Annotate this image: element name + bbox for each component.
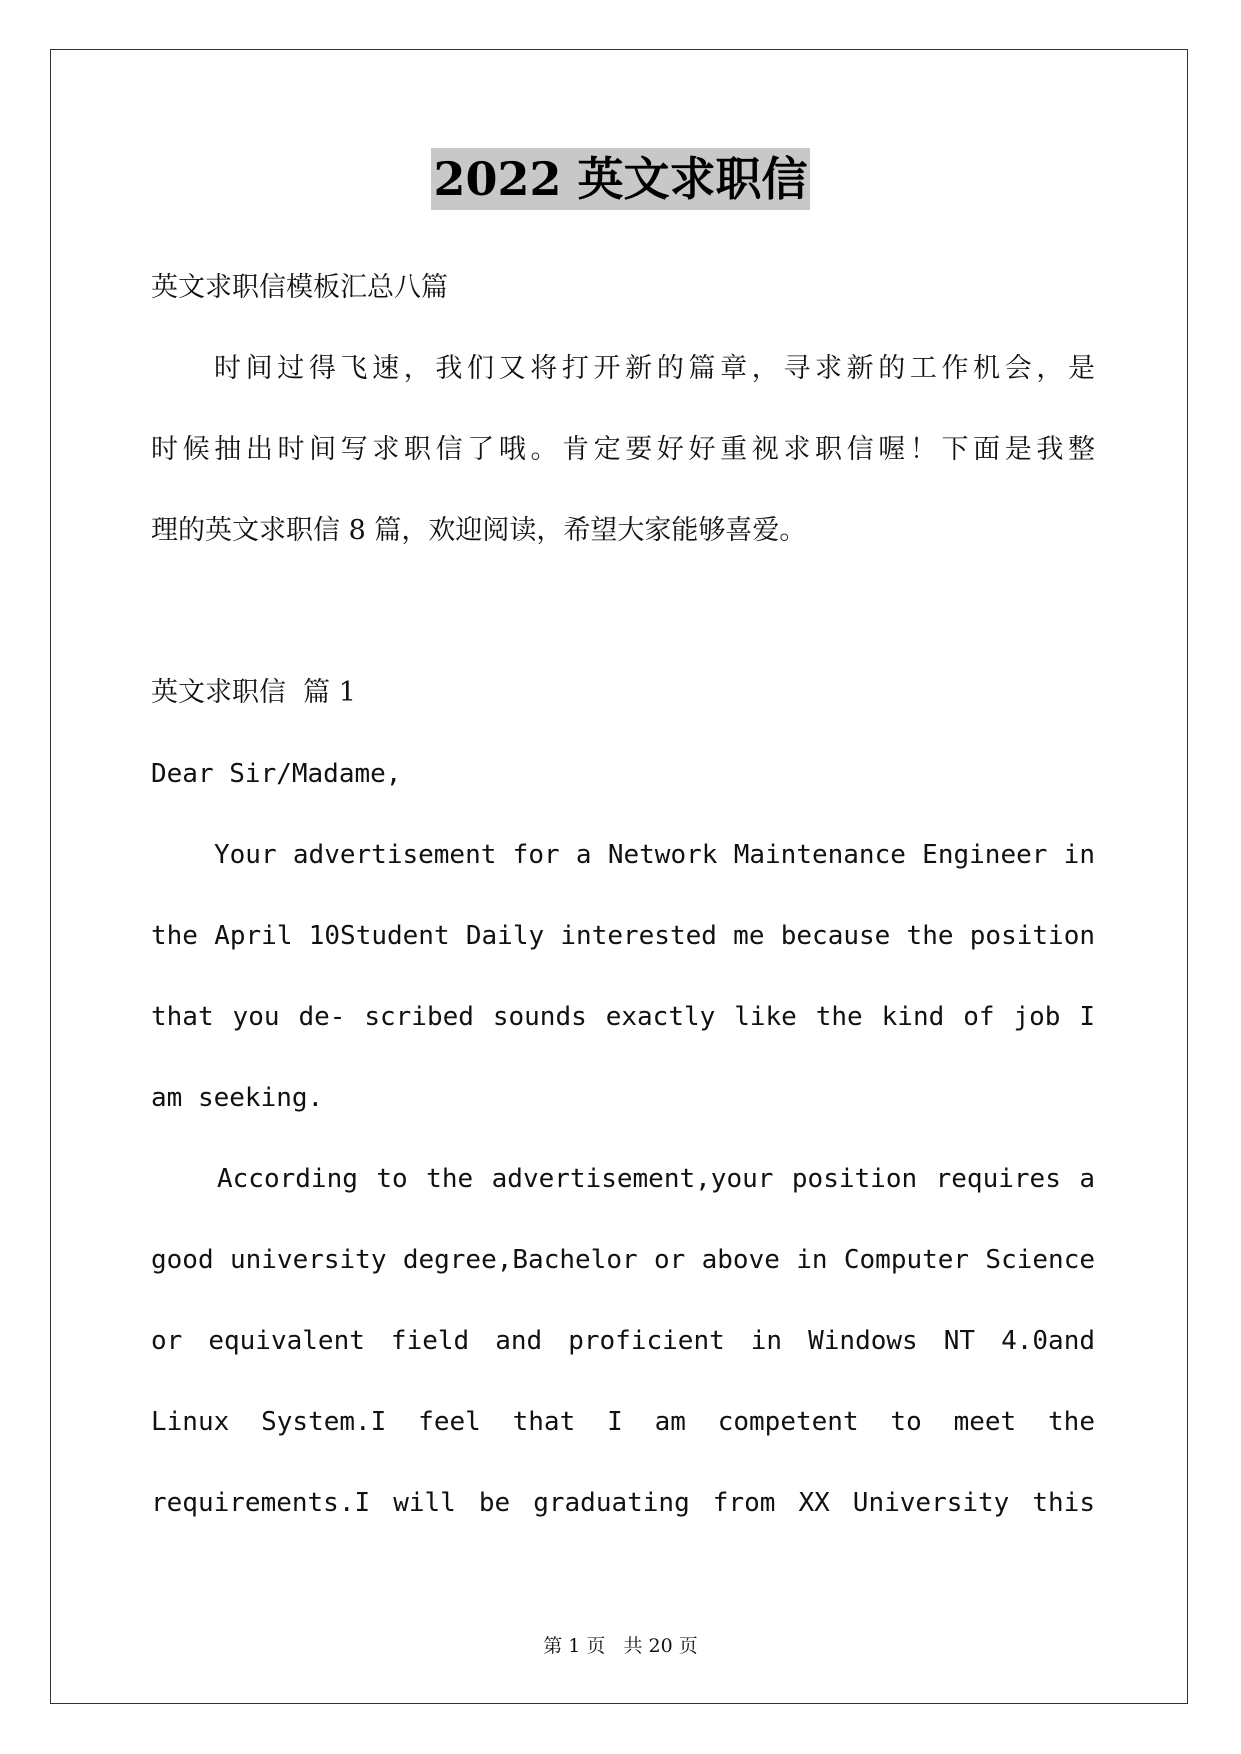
document-title (0, 148, 1241, 210)
letter-p2-line-4: Linux System.I feel that I am competent to meet the (151, 1407, 1095, 1437)
letter-salutation: Dear Sir/Madame, (151, 759, 402, 789)
intro-line-1: 时间过得飞速，我们又将打开新的篇章，寻求新的工作机会，是 (214, 353, 1095, 384)
letter-p2-line-2: good university degree,Bachelor or above in Computer Science (151, 1245, 1095, 1275)
section-heading: 英文求职信 篇 1 (151, 677, 356, 708)
letter-p2-line-5: requirements.I will be graduating from XX University this (151, 1488, 1095, 1518)
intro-line-2: 时候抽出时间写求职信了哦。肯定要好好重视求职信喔！下面是我整 (151, 434, 1095, 465)
intro-line-3: 理的英文求职信 8 篇，欢迎阅读，希望大家能够喜爱。 (151, 515, 807, 546)
page-footer: 第 1 页 共 20 页 (543, 1635, 698, 1657)
subtitle: 英文求职信模板汇总八篇 (151, 272, 448, 303)
letter-p2-line-1: According to the advertisement,your position requires a (217, 1164, 1095, 1194)
letter-p1-line-4: am seeking. (151, 1083, 324, 1113)
letter-p1-line-3: that you de- scribed sounds exactly like the kind of job I (151, 1002, 1095, 1032)
letter-p1-line-2: the April 10Student Daily interested me because the position (151, 921, 1095, 951)
letter-p1-line-1: Your advertisement for a Network Maintenance Engineer in (214, 840, 1095, 870)
letter-p2-line-3: or equivalent field and proficient in Windows NT 4.0and (151, 1326, 1095, 1356)
document-title-text: 2022 英文求职信 (431, 148, 809, 210)
